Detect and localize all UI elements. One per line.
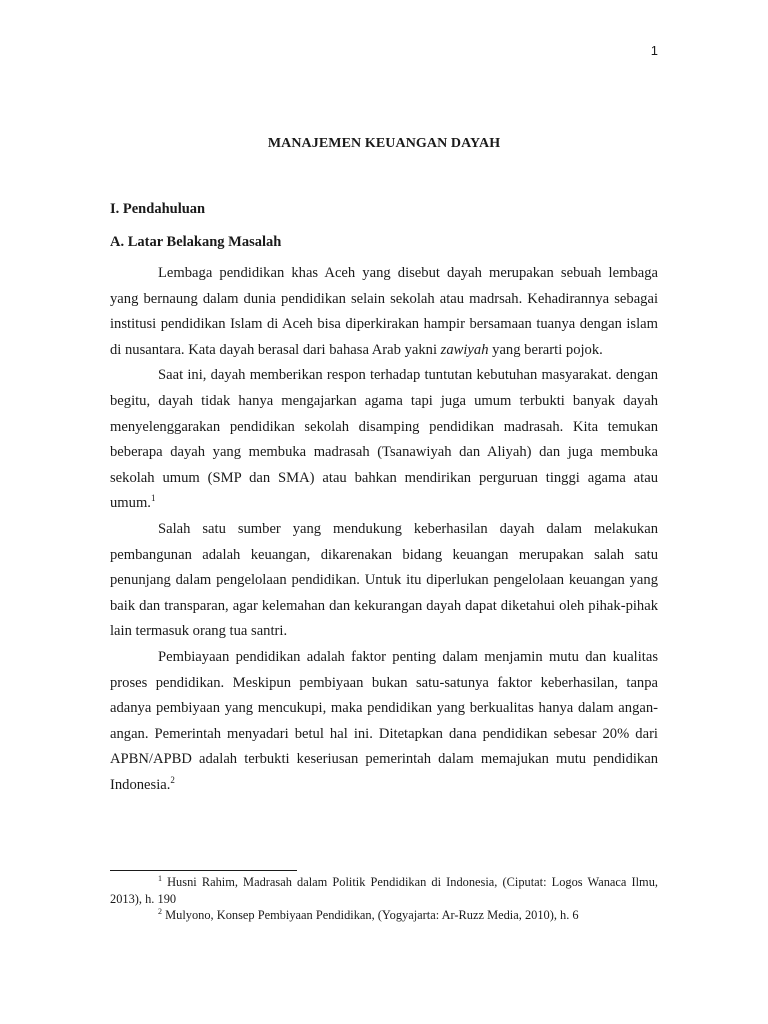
footnote-2 [110,907,658,924]
paragraph-1-text: Lembaga pendidikan khas Aceh yang disebut dayah merupakan sebuah lembaga yang bernaung dalam dunia pendidikan selain sekolah atau madrsah. Kehadirannya sebagai institusi pendidikan Islam di Aceh bisa diperkirakan hampir bersamaan tuanya dengan islam di nusantara. Kata dayah berasal dari bahasa Arab yakni [110,265,658,358]
paragraph-4-text: Pembiayaan pendidikan adalah faktor penting dalam menjamin mutu dan kualitas proses pendidikan. Meskipun pembiyaan bukan satu-satunya faktor keberhasilan, tanpa adanya pembiyaan yang mencukupi, maka pendidikan yang berkualitas hanya dalam angan-angan. Pemerintah menyadari betul hal ini. Ditetapkan dana pendidikan sebesar 20% dari APBN/APBD adalah terbukti keseriusan pemerintah dalam memajukan mutu pendidikan Indonesia. [110,648,658,793]
page-number: 1 [650,43,658,58]
paragraph-4 [110,645,658,799]
footnote-2-number: 2 [158,906,162,916]
footnote-separator [110,870,297,871]
paragraph-1-text-end: yang berarti pojok. [488,341,603,358]
footnote-ref-2[interactable]: 2 [170,775,175,786]
footnote-1-text: Husni Rahim, Madrasah dalam Politik Pendidikan di Indonesia, (Ciputat: Logos Wanaca Ilmu, 2013), h. 190 [110,875,658,906]
italic-term: zawiyah [440,341,489,358]
subsection-heading: A. Latar Belakang Masalah [110,234,282,250]
body-text [110,261,658,798]
paragraph-2 [110,363,658,517]
paragraph-3 [110,517,658,645]
footnote-1 [110,874,658,907]
section-heading: I. Pendahuluan [110,201,206,217]
footnote-1-number: 1 [158,873,162,883]
paragraph-1 [110,261,658,363]
document-title: MANAJEMEN KEUANGAN DAYAH [267,136,501,151]
footnotes [110,874,658,924]
footnote-ref-1[interactable]: 1 [150,493,156,504]
paragraph-2-text: Saat ini, dayah memberikan respon terhadap tuntutan kebutuhan masyarakat. dengan begitu, dayah tidak hanya mengajarkan agama tapi juga umum terbukti banyak dayah menyelenggarakan pendidikan sekolah disamping pendidikan madrasah. Kita temukan beberapa dayah yang membuka madrasah (Tsanawiyah dan Aliyah) dan juga membuka sekolah umum (SMP dan SMA) atau bahkan mendirikan perguruan tinggi agama atau umum. [110,367,658,512]
paragraph-3-text: Salah satu sumber yang mendukung keberhasilan dayah dalam melakukan pembangunan adalah keuangan, dikarenakan bidang keuangan merupakan salah satu penunjang dalam pengelolaan pendidikan. Untuk itu diperlukan pengelolaan keuangan yang baik dan transparan, agar kelemahan dan kekurangan dayah dapat diketahui oleh pihak-pihak lain termasuk orang tua santri. [110,520,658,640]
footnote-2-text: Mulyono, Konsep Pembiyaan Pendidikan, (Yogyajarta: Ar-Ruzz Media, 2010), h. 6 [165,908,579,922]
